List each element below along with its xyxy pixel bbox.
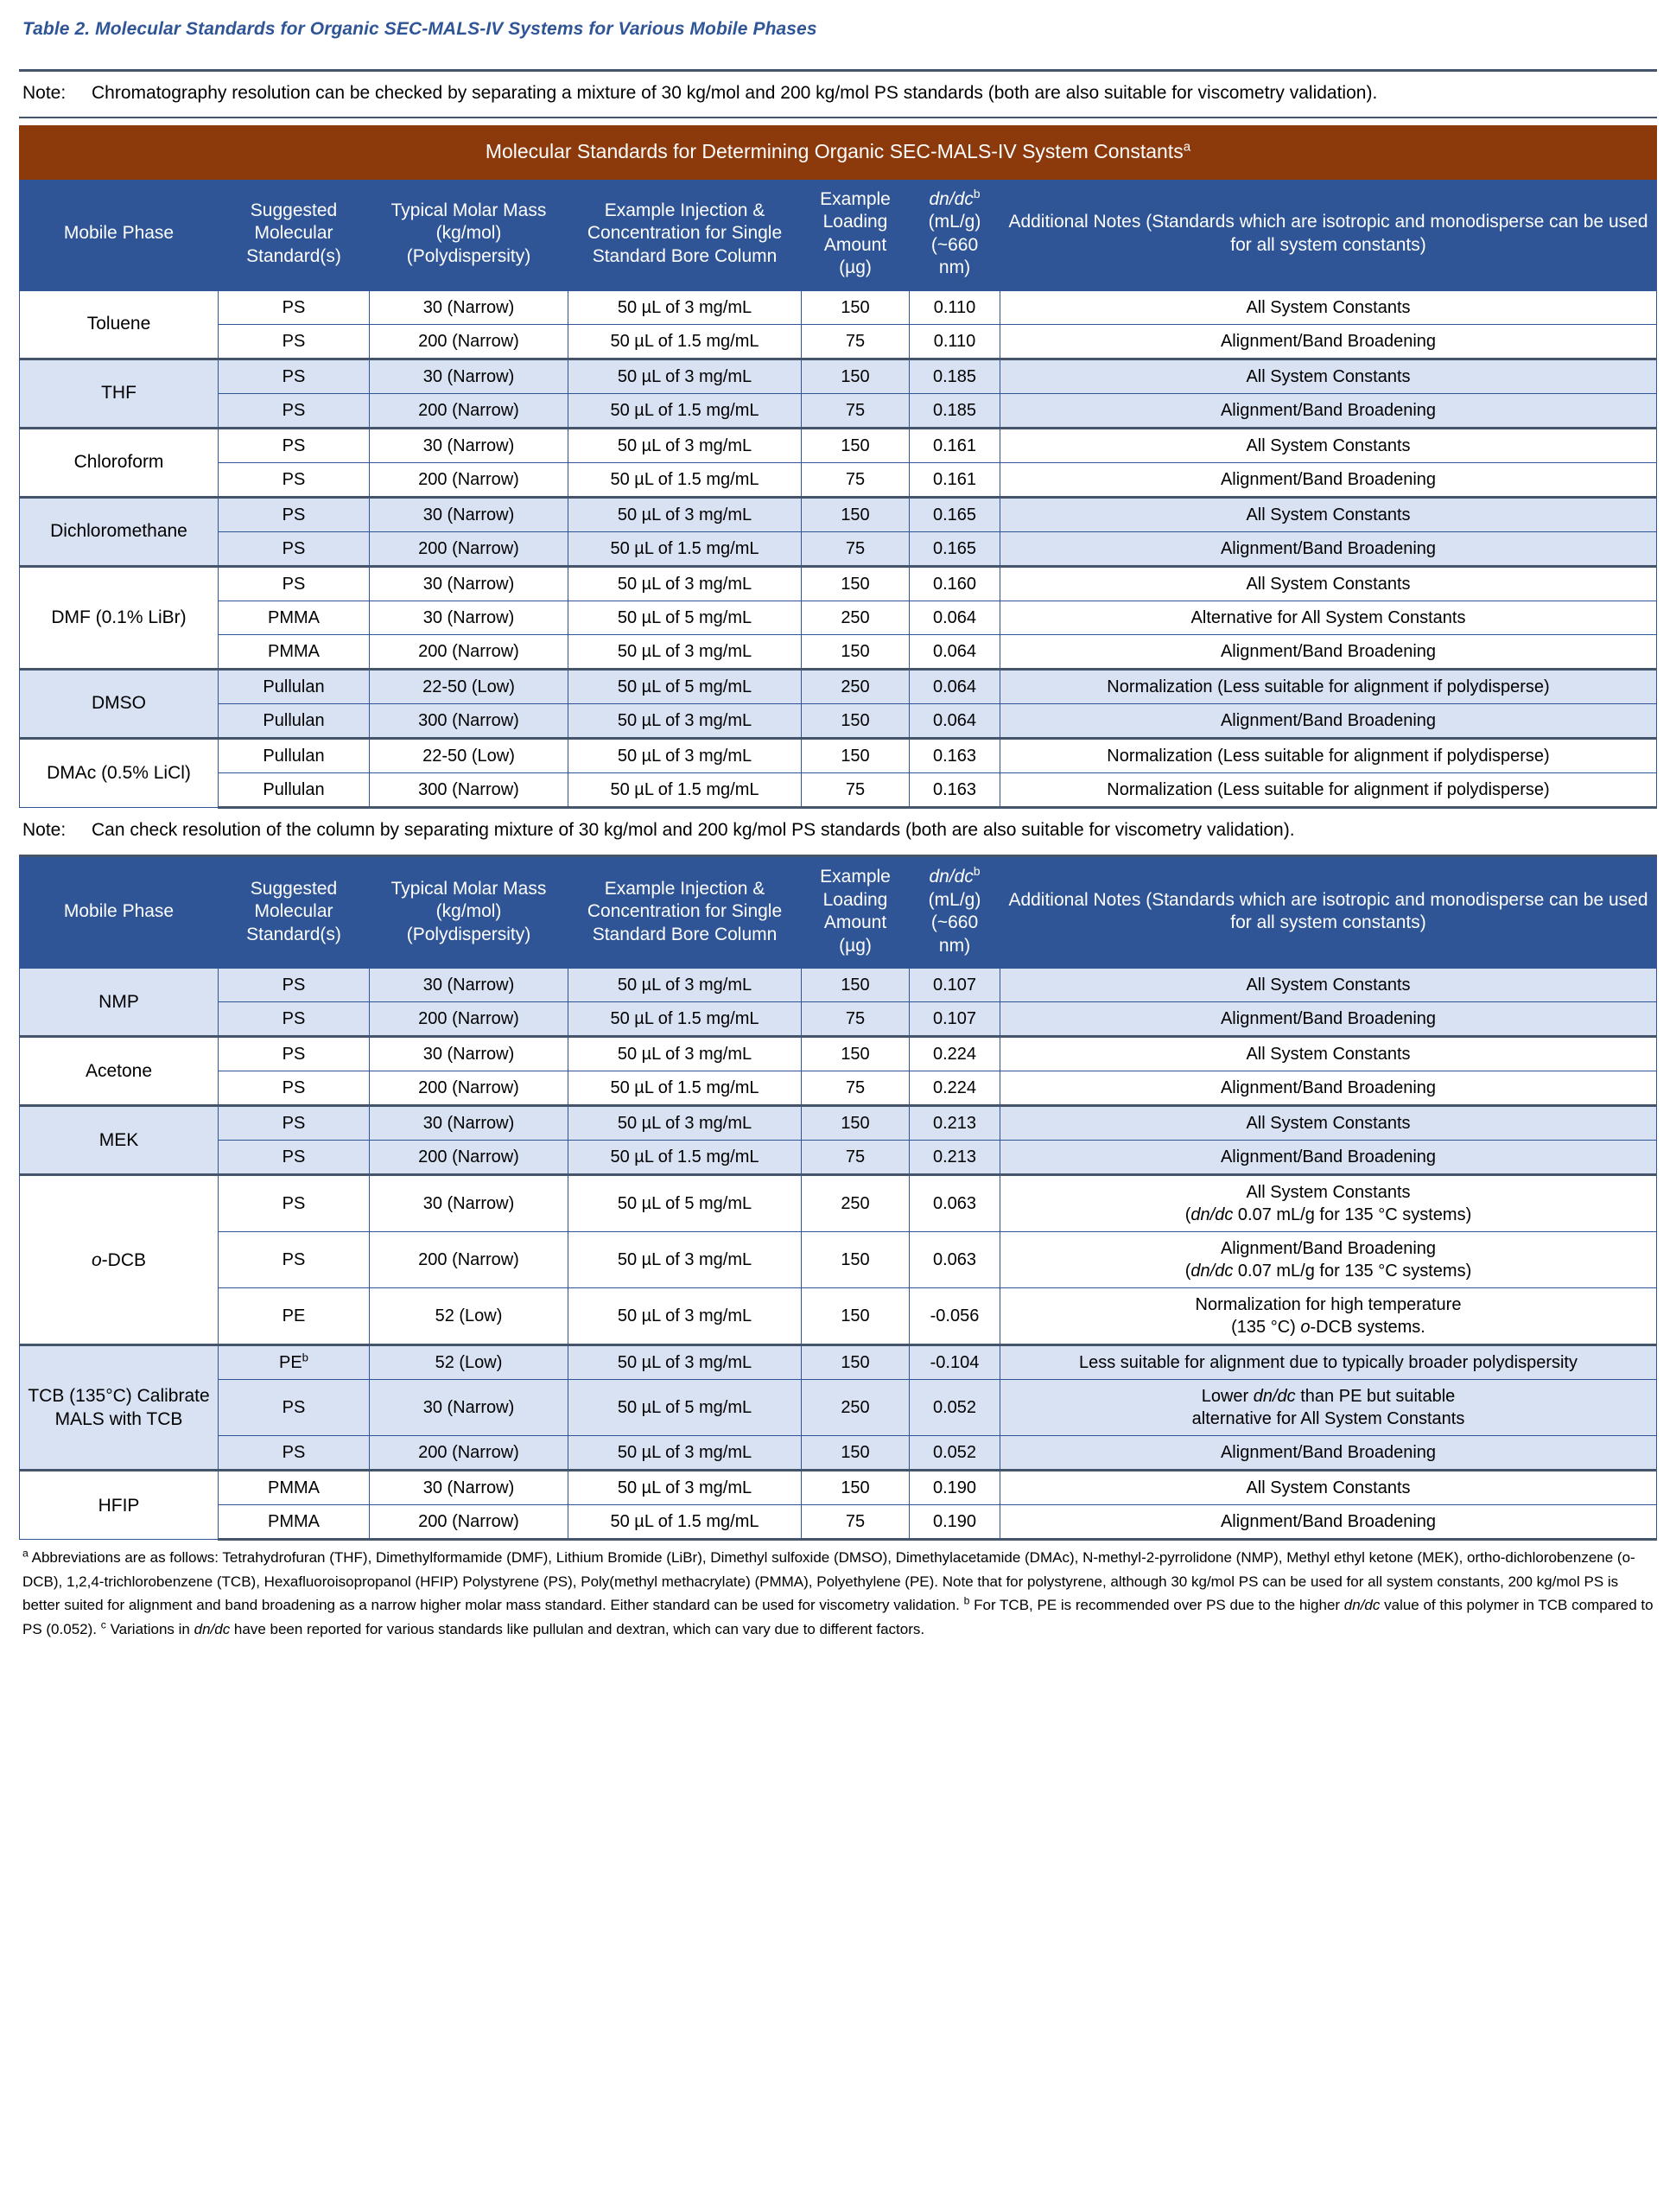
note-top — [19, 72, 1657, 117]
table-row — [20, 566, 1657, 601]
cell-standard: PS — [219, 359, 370, 393]
cell-loading-amount: 150 — [802, 738, 910, 772]
cell-standard: PS — [219, 1232, 370, 1288]
cell-loading-amount: 75 — [802, 1071, 910, 1106]
table1-col-loading: Example Loading Amount (µg) — [802, 179, 910, 290]
note-line: All System Constants — [1246, 1183, 1411, 1203]
cell-molar-mass: 30 (Narrow) — [370, 1380, 568, 1436]
table-row — [20, 738, 1657, 772]
cell-loading-amount: 75 — [802, 393, 910, 428]
italic-term: dn/dc — [1253, 1387, 1296, 1407]
cell-loading-amount: 150 — [802, 1106, 910, 1141]
table1-col-dndc-footnote-marker: b — [973, 186, 981, 200]
cell-dndc: 0.163 — [910, 738, 1000, 772]
table-row — [20, 1141, 1657, 1175]
cell-injection: 50 µL of 1.5 mg/mL — [568, 772, 802, 807]
cell-loading-amount: 75 — [802, 1505, 910, 1540]
cell-dndc: 0.224 — [910, 1071, 1000, 1106]
cell-molar-mass: 200 (Narrow) — [370, 634, 568, 669]
cell-injection: 50 µL of 5 mg/mL — [568, 669, 802, 703]
table1-header — [20, 179, 1657, 290]
cell-standard: PS — [219, 497, 370, 531]
cell-loading-amount: 150 — [802, 969, 910, 1002]
cell-standard: PS — [219, 428, 370, 462]
cell-standard: PS — [219, 324, 370, 359]
cell-injection: 50 µL of 3 mg/mL — [568, 1288, 802, 1345]
cell-notes: Alignment/Band Broadening — [1000, 1436, 1657, 1471]
cell-standard: PS — [219, 566, 370, 601]
cell-dndc: 0.064 — [910, 669, 1000, 703]
cell-loading-amount: 150 — [802, 1436, 910, 1471]
italic-term: dn/dc — [1190, 1205, 1234, 1225]
cell-dndc: 0.190 — [910, 1505, 1000, 1540]
cell-dndc: -0.104 — [910, 1345, 1000, 1380]
cell-injection: 50 µL of 1.5 mg/mL — [568, 393, 802, 428]
table2-body — [20, 969, 1657, 1540]
cell-mobile-phase: THF — [20, 359, 219, 428]
cell-loading-amount: 75 — [802, 462, 910, 497]
cell-notes: Alignment/Band Broadening — [1000, 634, 1657, 669]
cell-loading-amount: 150 — [802, 497, 910, 531]
cell-dndc: 0.185 — [910, 393, 1000, 428]
cell-notes: Alignment/Band Broadening — [1000, 1071, 1657, 1106]
table-row — [20, 1002, 1657, 1037]
table-row — [20, 393, 1657, 428]
cell-injection: 50 µL of 1.5 mg/mL — [568, 324, 802, 359]
table2-col-standard: Suggested Molecular Standard(s) — [219, 856, 370, 969]
cell-mobile-phase: Acetone — [20, 1037, 219, 1106]
cell-molar-mass: 30 (Narrow) — [370, 359, 568, 393]
cell-mobile-phase: o-DCB — [20, 1175, 219, 1345]
cell-loading-amount: 150 — [802, 1288, 910, 1345]
cell-notes: Normalization (Less suitable for alignment if polydisperse) — [1000, 772, 1657, 807]
cell-notes: Alignment/Band Broadening — [1000, 1505, 1657, 1540]
cell-loading-amount: 150 — [802, 359, 910, 393]
table2-header — [20, 856, 1657, 969]
cell-notes — [1000, 1232, 1657, 1288]
cell-injection: 50 µL of 3 mg/mL — [568, 738, 802, 772]
cell-mobile-phase: Chloroform — [20, 428, 219, 497]
table2-col-injection: Example Injection & Concentration for Single Standard Bore Column — [568, 856, 802, 969]
cell-loading-amount: 150 — [802, 290, 910, 324]
cell-injection: 50 µL of 3 mg/mL — [568, 566, 802, 601]
cell-notes: Alternative for All System Constants — [1000, 601, 1657, 634]
cell-notes: All System Constants — [1000, 1037, 1657, 1071]
italic-term: dn/dc — [1190, 1262, 1234, 1281]
table2-wrapper — [19, 855, 1657, 1541]
cell-dndc: 0.110 — [910, 290, 1000, 324]
footnote-c-text-post: have been reported for various standards like pullulan and dextran, which can vary due to different factors. — [230, 1620, 925, 1637]
note-mid — [19, 809, 1657, 854]
table-row — [20, 1232, 1657, 1288]
cell-injection: 50 µL of 5 mg/mL — [568, 1175, 802, 1232]
table2-col-dndc-footnote-marker: b — [973, 864, 981, 879]
table-row — [20, 1436, 1657, 1471]
cell-molar-mass: 200 (Narrow) — [370, 393, 568, 428]
cell-notes: Alignment/Band Broadening — [1000, 1141, 1657, 1175]
footnote-c-text-italic: dn/dc — [194, 1620, 231, 1637]
cell-loading-amount: 250 — [802, 1175, 910, 1232]
cell-injection: 50 µL of 3 mg/mL — [568, 1037, 802, 1071]
cell-injection: 50 µL of 3 mg/mL — [568, 428, 802, 462]
table-row — [20, 462, 1657, 497]
cell-injection: 50 µL of 3 mg/mL — [568, 634, 802, 669]
cell-standard: PS — [219, 290, 370, 324]
cell-dndc: -0.056 — [910, 1288, 1000, 1345]
cell-loading-amount: 150 — [802, 1471, 910, 1505]
cell-dndc: 0.063 — [910, 1232, 1000, 1288]
table-row — [20, 497, 1657, 531]
cell-notes: Alignment/Band Broadening — [1000, 1002, 1657, 1037]
cell-dndc: 0.064 — [910, 703, 1000, 738]
table2-col-dndc-units: (mL/g) — [928, 889, 981, 910]
cell-standard: Pullulan — [219, 738, 370, 772]
cell-notes: Alignment/Band Broadening — [1000, 393, 1657, 428]
cell-injection: 50 µL of 3 mg/mL — [568, 1232, 802, 1288]
footnotes — [19, 1541, 1657, 1658]
italic-term: o — [91, 1249, 102, 1270]
cell-standard: PMMA — [219, 1505, 370, 1540]
cell-standard: PS — [219, 969, 370, 1002]
table-row — [20, 1106, 1657, 1141]
table2-col-notes: Additional Notes (Standards which are isotropic and monodisperse can be used for all system constants) — [1000, 856, 1657, 969]
cell-injection: 50 µL of 1.5 mg/mL — [568, 1071, 802, 1106]
cell-standard: PE — [219, 1288, 370, 1345]
cell-standard: PS — [219, 1037, 370, 1071]
cell-loading-amount: 250 — [802, 1380, 910, 1436]
cell-dndc: 0.185 — [910, 359, 1000, 393]
cell-molar-mass: 30 (Narrow) — [370, 497, 568, 531]
table1-banner-footnote-marker: a — [1183, 139, 1191, 155]
table1-col-injection: Example Injection & Concentration for Single Standard Bore Column — [568, 179, 802, 290]
cell-dndc: 0.161 — [910, 462, 1000, 497]
table-row — [20, 1175, 1657, 1232]
cell-dndc: 0.161 — [910, 428, 1000, 462]
cell-injection: 50 µL of 1.5 mg/mL — [568, 531, 802, 566]
cell-molar-mass: 30 (Narrow) — [370, 290, 568, 324]
cell-injection: 50 µL of 1.5 mg/mL — [568, 1505, 802, 1540]
table-row — [20, 1380, 1657, 1436]
cell-notes — [1000, 1380, 1657, 1436]
cell-injection: 50 µL of 3 mg/mL — [568, 1106, 802, 1141]
footnote-b-text-post: value of this polymer in TCB compared to PS (0.052). — [22, 1597, 1654, 1637]
cell-mobile-phase: MEK — [20, 1106, 219, 1175]
table-row — [20, 324, 1657, 359]
cell-molar-mass: 200 (Narrow) — [370, 531, 568, 566]
cell-notes: All System Constants — [1000, 290, 1657, 324]
table1-banner-text: Molecular Standards for Determining Organic SEC-MALS-IV System Constants — [485, 139, 1184, 162]
cell-loading-amount: 250 — [802, 601, 910, 634]
note-line: (dn/dc 0.07 mL/g for 135 °C systems) — [1184, 1262, 1472, 1281]
cell-standard: PS — [219, 393, 370, 428]
cell-notes: All System Constants — [1000, 969, 1657, 1002]
table1-wrapper — [19, 125, 1657, 809]
note-top-label: Note: — [22, 83, 67, 103]
table2 — [19, 855, 1657, 1541]
table-row — [20, 601, 1657, 634]
cell-notes — [1000, 1288, 1657, 1345]
table2-col-loading: Example Loading Amount (µg) — [802, 856, 910, 969]
cell-notes: All System Constants — [1000, 497, 1657, 531]
table-caption: Table 2. Molecular Standards for Organic SEC-MALS-IV Systems for Various Mobile Phases — [22, 19, 817, 39]
table-row — [20, 669, 1657, 703]
cell-molar-mass: 200 (Narrow) — [370, 1232, 568, 1288]
table1-col-dndc-symbol: dn/dc — [929, 188, 974, 209]
cell-notes: All System Constants — [1000, 428, 1657, 462]
note-line: Alignment/Band Broadening — [1220, 1239, 1437, 1259]
cell-injection: 50 µL of 3 mg/mL — [568, 1436, 802, 1471]
table1-col-standard: Suggested Molecular Standard(s) — [219, 179, 370, 290]
cell-molar-mass: 30 (Narrow) — [370, 1106, 568, 1141]
cell-injection: 50 µL of 5 mg/mL — [568, 601, 802, 634]
cell-molar-mass: 30 (Narrow) — [370, 566, 568, 601]
cell-injection: 50 µL of 3 mg/mL — [568, 969, 802, 1002]
cell-mobile-phase: Toluene — [20, 290, 219, 359]
cell-dndc: 0.160 — [910, 566, 1000, 601]
cell-standard: PS — [219, 1436, 370, 1471]
cell-loading-amount: 75 — [802, 531, 910, 566]
footnote-c-marker: c — [100, 1618, 106, 1631]
cell-standard: Pullulan — [219, 703, 370, 738]
note-line: alternative for All System Constants — [1191, 1409, 1465, 1429]
table1-body — [20, 290, 1657, 807]
cell-dndc: 0.107 — [910, 969, 1000, 1002]
cell-molar-mass: 200 (Narrow) — [370, 1141, 568, 1175]
cell-standard: Pullulan — [219, 772, 370, 807]
cell-injection: 50 µL of 1.5 mg/mL — [568, 462, 802, 497]
footnote-marker: b — [302, 1351, 309, 1364]
cell-notes: All System Constants — [1000, 566, 1657, 601]
cell-dndc: 0.064 — [910, 634, 1000, 669]
footnote-c-text-pre: Variations in — [110, 1620, 194, 1637]
note-line: Normalization for high temperature — [1195, 1295, 1462, 1315]
cell-dndc: 0.224 — [910, 1037, 1000, 1071]
cell-molar-mass: 200 (Narrow) — [370, 1071, 568, 1106]
table-row — [20, 1471, 1657, 1505]
cell-standard: PS — [219, 1071, 370, 1106]
footnote-b-marker: b — [963, 1594, 970, 1607]
cell-injection: 50 µL of 3 mg/mL — [568, 1471, 802, 1505]
table-row — [20, 359, 1657, 393]
cell-dndc: 0.165 — [910, 497, 1000, 531]
cell-injection: 50 µL of 3 mg/mL — [568, 497, 802, 531]
table2-col-dndc-symbol: dn/dc — [929, 867, 974, 887]
cell-notes: Alignment/Band Broadening — [1000, 703, 1657, 738]
note-mid-text: Can check resolution of the column by separating mixture of 30 kg/mol and 200 kg/mol PS standards (both are also suitable for viscometry validation). — [92, 819, 1295, 840]
footnote-b-text-italic: dn/dc — [1343, 1597, 1381, 1614]
cell-molar-mass: 30 (Narrow) — [370, 601, 568, 634]
cell-dndc: 0.163 — [910, 772, 1000, 807]
cell-dndc: 0.052 — [910, 1436, 1000, 1471]
note-line: (135 °C) o-DCB systems. — [1231, 1318, 1425, 1338]
cell-standard: PS — [219, 1002, 370, 1037]
table-row — [20, 290, 1657, 324]
cell-molar-mass: 22-50 (Low) — [370, 738, 568, 772]
table-row — [20, 1288, 1657, 1345]
table1-header-row — [20, 179, 1657, 290]
table1-col-mobile-phase: Mobile Phase — [20, 179, 219, 290]
table1-banner — [20, 125, 1657, 179]
cell-mobile-phase: NMP — [20, 969, 219, 1037]
cell-notes: Normalization (Less suitable for alignment if polydisperse) — [1000, 669, 1657, 703]
note-line: (dn/dc 0.07 mL/g for 135 °C systems) — [1184, 1205, 1472, 1225]
cell-standard: PS — [219, 1141, 370, 1175]
cell-loading-amount: 150 — [802, 1232, 910, 1288]
cell-loading-amount: 75 — [802, 1141, 910, 1175]
table1 — [19, 125, 1657, 809]
footnote-a-text: Abbreviations are as follows: Tetrahydrofuran (THF), Dimethylformamide (DMF), Lithium Bromide (LiBr), Dimethyl sulfoxide (DMSO), Dimethylacetamide (DMAc), N-methyl-2-pyrrolidone (NMP), Methyl ethyl ketone (MEK), ortho-dichlorobenzene (o-DCB), 1,2,4-trichlorobenzene (TCB), Hexafluoroisopropanol (HFIP) Polystyrene (PS), Poly(methyl methacrylate) (PMMA), Polyethylene (PE). Note that for polystyrene, although 30 kg/mol PS can be used for all system constants, 200 kg/mol PS is better suited for alignment and band broadening as a narrow higher molar mass standard. Either standard can be used for viscometry validation. — [22, 1549, 1635, 1614]
table-row — [20, 531, 1657, 566]
table1-col-dndc — [910, 179, 1000, 290]
note-mid-label: Note: — [22, 819, 67, 840]
cell-injection: 50 µL of 3 mg/mL — [568, 703, 802, 738]
cell-mobile-phase: DMSO — [20, 669, 219, 738]
cell-standard: PS — [219, 462, 370, 497]
cell-notes: Alignment/Band Broadening — [1000, 462, 1657, 497]
cell-molar-mass: 52 (Low) — [370, 1345, 568, 1380]
cell-mobile-phase: DMF (0.1% LiBr) — [20, 566, 219, 669]
cell-mobile-phase: Dichloromethane — [20, 497, 219, 566]
cell-standard: PMMA — [219, 1471, 370, 1505]
cell-loading-amount: 150 — [802, 634, 910, 669]
cell-notes: All System Constants — [1000, 1471, 1657, 1505]
table-row — [20, 1505, 1657, 1540]
cell-notes: Alignment/Band Broadening — [1000, 531, 1657, 566]
cell-molar-mass: 200 (Narrow) — [370, 1436, 568, 1471]
table2-col-mobile-phase: Mobile Phase — [20, 856, 219, 969]
cell-standard: PS — [219, 1380, 370, 1436]
cell-notes — [1000, 1175, 1657, 1232]
cell-notes: All System Constants — [1000, 1106, 1657, 1141]
table1-banner-row — [20, 125, 1657, 179]
cell-mobile-phase: TCB (135°C) Calibrate MALS with TCB — [20, 1345, 219, 1471]
cell-dndc: 0.213 — [910, 1141, 1000, 1175]
cell-dndc: 0.190 — [910, 1471, 1000, 1505]
cell-notes: Less suitable for alignment due to typically broader polydispersity — [1000, 1345, 1657, 1380]
cell-dndc: 0.052 — [910, 1380, 1000, 1436]
cell-dndc: 0.064 — [910, 601, 1000, 634]
table2-header-row — [20, 856, 1657, 969]
cell-molar-mass: 30 (Narrow) — [370, 969, 568, 1002]
cell-injection: 50 µL of 1.5 mg/mL — [568, 1002, 802, 1037]
cell-molar-mass: 30 (Narrow) — [370, 1037, 568, 1071]
table2-col-dndc-wavelength-1: (~660 — [930, 912, 979, 933]
cell-loading-amount: 150 — [802, 428, 910, 462]
cell-injection: 50 µL of 3 mg/mL — [568, 1345, 802, 1380]
spacer-after-note-top — [19, 118, 1657, 125]
cell-mobile-phase: HFIP — [20, 1471, 219, 1540]
cell-notes: Alignment/Band Broadening — [1000, 324, 1657, 359]
footnote-b-text-pre: For TCB, PE is recommended over PS due to the higher — [974, 1597, 1344, 1614]
cell-molar-mass: 200 (Narrow) — [370, 1002, 568, 1037]
cell-standard: Pullulan — [219, 669, 370, 703]
cell-loading-amount: 250 — [802, 669, 910, 703]
table-row — [20, 969, 1657, 1002]
cell-molar-mass: 52 (Low) — [370, 1288, 568, 1345]
cell-loading-amount: 150 — [802, 1037, 910, 1071]
cell-standard: PMMA — [219, 601, 370, 634]
cell-loading-amount: 75 — [802, 324, 910, 359]
cell-dndc: 0.110 — [910, 324, 1000, 359]
table1-col-dndc-units: (mL/g) — [928, 212, 981, 232]
cell-injection: 50 µL of 1.5 mg/mL — [568, 1141, 802, 1175]
table-row — [20, 1071, 1657, 1106]
cell-notes: Normalization (Less suitable for alignment if polydisperse) — [1000, 738, 1657, 772]
table1-col-dndc-wavelength-2: nm) — [938, 257, 971, 278]
cell-molar-mass: 300 (Narrow) — [370, 772, 568, 807]
cell-molar-mass: 200 (Narrow) — [370, 1505, 568, 1540]
table1-col-molar-mass: Typical Molar Mass (kg/mol) (Polydispersity) — [370, 179, 568, 290]
table2-col-dndc-wavelength-2: nm) — [938, 935, 971, 956]
cell-molar-mass: 22-50 (Low) — [370, 669, 568, 703]
footnote-a-marker: a — [22, 1547, 29, 1560]
cell-standard: PS — [219, 531, 370, 566]
cell-loading-amount: 75 — [802, 1002, 910, 1037]
cell-molar-mass: 300 (Narrow) — [370, 703, 568, 738]
cell-standard: PS — [219, 1175, 370, 1232]
table1-col-notes: Additional Notes (Standards which are isotropic and monodisperse can be used for all system constants) — [1000, 179, 1657, 290]
note-line: Lower dn/dc than PE but suitable — [1201, 1387, 1456, 1407]
table-row — [20, 634, 1657, 669]
table-row — [20, 703, 1657, 738]
cell-loading-amount: 150 — [802, 703, 910, 738]
cell-molar-mass: 30 (Narrow) — [370, 428, 568, 462]
cell-loading-amount: 150 — [802, 1345, 910, 1380]
cell-injection: 50 µL of 3 mg/mL — [568, 359, 802, 393]
table-row — [20, 772, 1657, 807]
cell-standard: $PE^b$ — [219, 1345, 370, 1380]
cell-notes: All System Constants — [1000, 359, 1657, 393]
cell-standard: PMMA — [219, 634, 370, 669]
note-top-text: Chromatography resolution can be checked by separating a mixture of 30 kg/mol and 200 kg/mol PS standards (both are also suitable for viscometry validation). — [92, 83, 1378, 103]
cell-molar-mass: 200 (Narrow) — [370, 324, 568, 359]
table2-col-molar-mass: Typical Molar Mass (kg/mol) (Polydispersity) — [370, 856, 568, 969]
cell-molar-mass: 200 (Narrow) — [370, 462, 568, 497]
cell-loading-amount: 75 — [802, 772, 910, 807]
cell-molar-mass: 30 (Narrow) — [370, 1471, 568, 1505]
cell-dndc: 0.213 — [910, 1106, 1000, 1141]
cell-injection: 50 µL of 3 mg/mL — [568, 290, 802, 324]
table1-col-dndc-wavelength-1: (~660 — [930, 234, 979, 255]
table2-col-dndc — [910, 856, 1000, 969]
table-row — [20, 1037, 1657, 1071]
cell-dndc: 0.107 — [910, 1002, 1000, 1037]
table-row — [20, 428, 1657, 462]
italic-term: o — [1300, 1318, 1311, 1338]
cell-injection: 50 µL of 5 mg/mL — [568, 1380, 802, 1436]
cell-standard: PS — [219, 1106, 370, 1141]
cell-mobile-phase: DMAc (0.5% LiCl) — [20, 738, 219, 807]
cell-molar-mass: 30 (Narrow) — [370, 1175, 568, 1232]
cell-dndc: 0.063 — [910, 1175, 1000, 1232]
cell-loading-amount: 150 — [802, 566, 910, 601]
table-row — [20, 1345, 1657, 1380]
cell-dndc: 0.165 — [910, 531, 1000, 566]
